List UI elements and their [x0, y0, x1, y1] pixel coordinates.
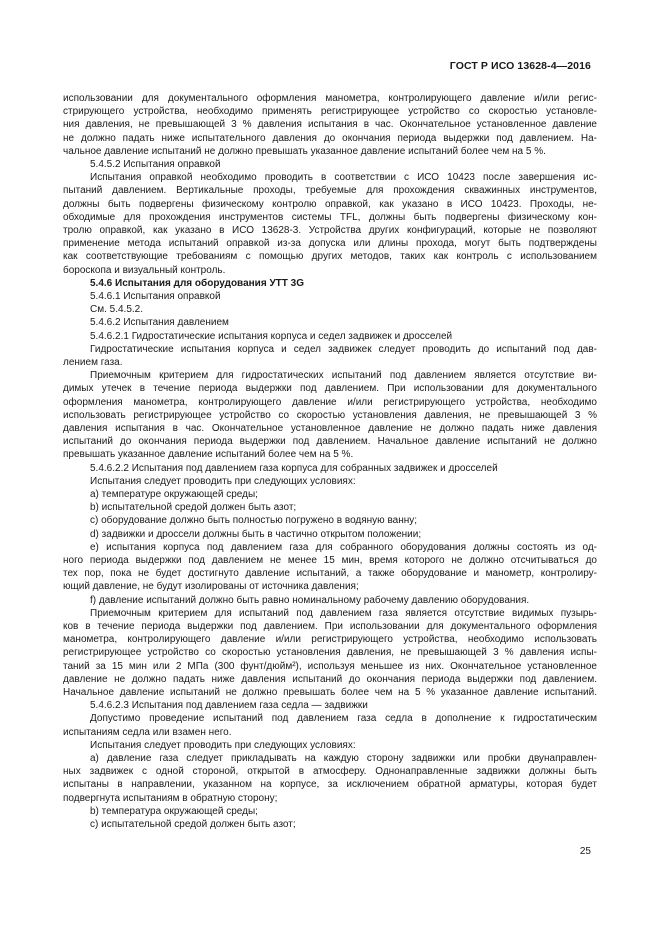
text-line: давление не должно падать ниже давления испытаний до окончания периода выдержки под давлением.: [63, 673, 597, 685]
text-line: 5.4.6.1 Испытания оправкой: [90, 291, 221, 302]
text-line: b) испытательной средой должен быть азот;: [90, 502, 297, 514]
text-line: ния давления, не превышающей 3 % давления испытания в час. Окончательное установленное давление: [63, 119, 597, 131]
text-line: a) температуре окружающей среды;: [90, 489, 258, 500]
text-line: e) испытания корпуса под давлением газа для собранного оборудования должны состоять из од-: [90, 541, 597, 553]
text-line: стрирующего устройства, необходимо применять регистрирующее устройство со скоростью установле-: [63, 106, 597, 118]
text-line: как соответствующие требованиям с помощью других методов, таких как контроль с использованием: [63, 251, 597, 263]
text-line: пытаний давлением. Вертикальные проходы, требуемые для прохождения скважинных инструментов,: [63, 185, 597, 197]
text-line: использовании для документального оформления манометра, контролирующего давление и/или регис-: [63, 93, 597, 104]
text-line: f) давление испытаний должно быть равно номинальному рабочему давлению оборудования.: [90, 594, 530, 606]
text-line: Приемочным критерием для гидростатических испытаний под давлением является отсутствие ви-: [90, 370, 597, 382]
page-number: 25: [579, 846, 591, 857]
text-line: Испытания оправкой необходимо проводить в соответствии с ИСО 10423 после завершения ис-: [90, 172, 597, 184]
text-line: 5.4.6.2.2 Испытания под давлением газа корпуса для собранных задвижек и дросселей: [90, 462, 498, 474]
text-line: Начальное давление испытаний не должно превышать более чем на 5 % указанное давление испытаний.: [63, 687, 597, 698]
text-line: обходимые для прохождения инструментов системы TFL, должны быть подвергены физическому кон-: [63, 211, 597, 223]
text-line: ков в течение периода выдержки под давлением. При использовании для документального оформления: [63, 621, 597, 632]
text-line: испытаний до окончания периода выдержки под давлением. Начальное давление испытаний не должно: [63, 436, 597, 448]
text-line: оформления манометра, контролирующего давление и/или регистрирующего устройства, необходимо: [63, 396, 597, 408]
text-line: Испытания следует проводить при следующих условиях:: [90, 475, 356, 487]
text-line: бороскопа и визуальный контроль.: [63, 264, 226, 276]
text-line: испытаниям седла или взамен него.: [63, 726, 232, 738]
text-line: превышать указанное давление испытаний более чем на 5 %.: [63, 449, 354, 461]
text-line: 5.4.5.2 Испытания оправкой: [90, 159, 221, 170]
text-line: тролю оправкой, как указано в ИСО 13628-3. Устройства других конфигураций, которые не позволяют: [63, 225, 597, 236]
text-line: тех пор, пока не будет достигнуто давление испытаний, а также оборудование и манометр, контролиру-: [63, 568, 597, 580]
text-line: чальное давление испытаний не должно превышать указанное давление испытаний более чем на 5 %.: [63, 145, 546, 157]
document-header: ГОСТ Р ИСО 13628-4—2016: [449, 60, 591, 72]
text-line: a) давление газа следует прикладывать на каждую сторону задвижки или пробки двунаправлен-: [90, 753, 597, 764]
text-line: ного периода выдержки под давлением не менее 15 мин, время которого не должно отсчитываться до: [63, 555, 597, 566]
text-line: Гидростатические испытания корпуса и седел задвижек следует проводить до испытаний под дав-: [90, 343, 597, 355]
text-line: применение метода испытаний оправкой из-за допуска или длины прохода, могут быть подтверждены: [63, 238, 597, 250]
text-line: 5.4.6.2.3 Испытания под давлением газа седла — задвижки: [90, 700, 368, 712]
text-line: регистрирующее устройство со скоростью установления давления, не превышающей 3 % давления испы-: [63, 647, 597, 659]
text-line: ных задвижек с одной стороной, открытой в атмосферу. Однонаправленные задвижки должны быть: [63, 766, 597, 778]
text-line: давления испытания в час. Окончательное установленное давление не должно падать ниже давления: [63, 423, 597, 434]
text-line: См. 5.4.5.2.: [90, 304, 144, 316]
text-line: Приемочным критерием для испытаний под давлением газа является отсутствие видимых пузырь-: [90, 607, 597, 619]
text-line: ющий давление, не будут изолированы от источника давления;: [63, 581, 359, 593]
text-line: не должно падать ниже испытательного давления до окончания периода выдержки под давлением. На-: [63, 132, 597, 144]
text-line: d) задвижки и дроссели должны быть в частично открытом положении;: [90, 528, 422, 540]
text-line: c) испытательной средой должен быть азот;: [90, 819, 296, 830]
text-line: c) оборудование должно быть полностью погружено в водяную ванну;: [90, 515, 418, 527]
text-line: Допустимо проведение испытаний под давлением газа седла в дополнение к гидростатическим: [90, 713, 597, 725]
text-line: b) температура окружающей среды;: [90, 805, 258, 817]
text-line: димых утечек в течение периода выдержки под давлением. При использовании для документального: [63, 383, 597, 395]
text-line: испытаны в направлении, указанном на корпусе, за исключением обратной арматуры, которая будет: [63, 779, 597, 791]
text-line: лением газа.: [63, 357, 123, 368]
text-line: должны быть подвергены физическому контролю оправкой, как указано в ИСО 10423. Проходы, не-: [63, 198, 597, 210]
text-line: манометра, контролирующего давление и/или регистрирующего устройства, необходимо использовать: [63, 634, 597, 646]
text-line: 5.4.6.2 Испытания давлением: [90, 317, 229, 329]
text-line: таний за 15 мин или 2 МПа (300 фунт/дюйм²), используя меньшее из них. Окончательное установленное: [63, 660, 597, 672]
section-heading: 5.4.6 Испытания для оборудования УТТ 3G: [90, 277, 304, 289]
text-line: использовать регистрирующее устройство со скоростью установления давления, не превышающей 3 %: [63, 409, 597, 421]
text-line: подвергнута испытаниям в обратную сторону;: [63, 792, 278, 804]
text-line: Испытания следует проводить при следующих условиях:: [90, 739, 356, 751]
text-line: 5.4.6.2.1 Гидростатические испытания корпуса и седел задвижек и дросселей: [90, 330, 453, 342]
